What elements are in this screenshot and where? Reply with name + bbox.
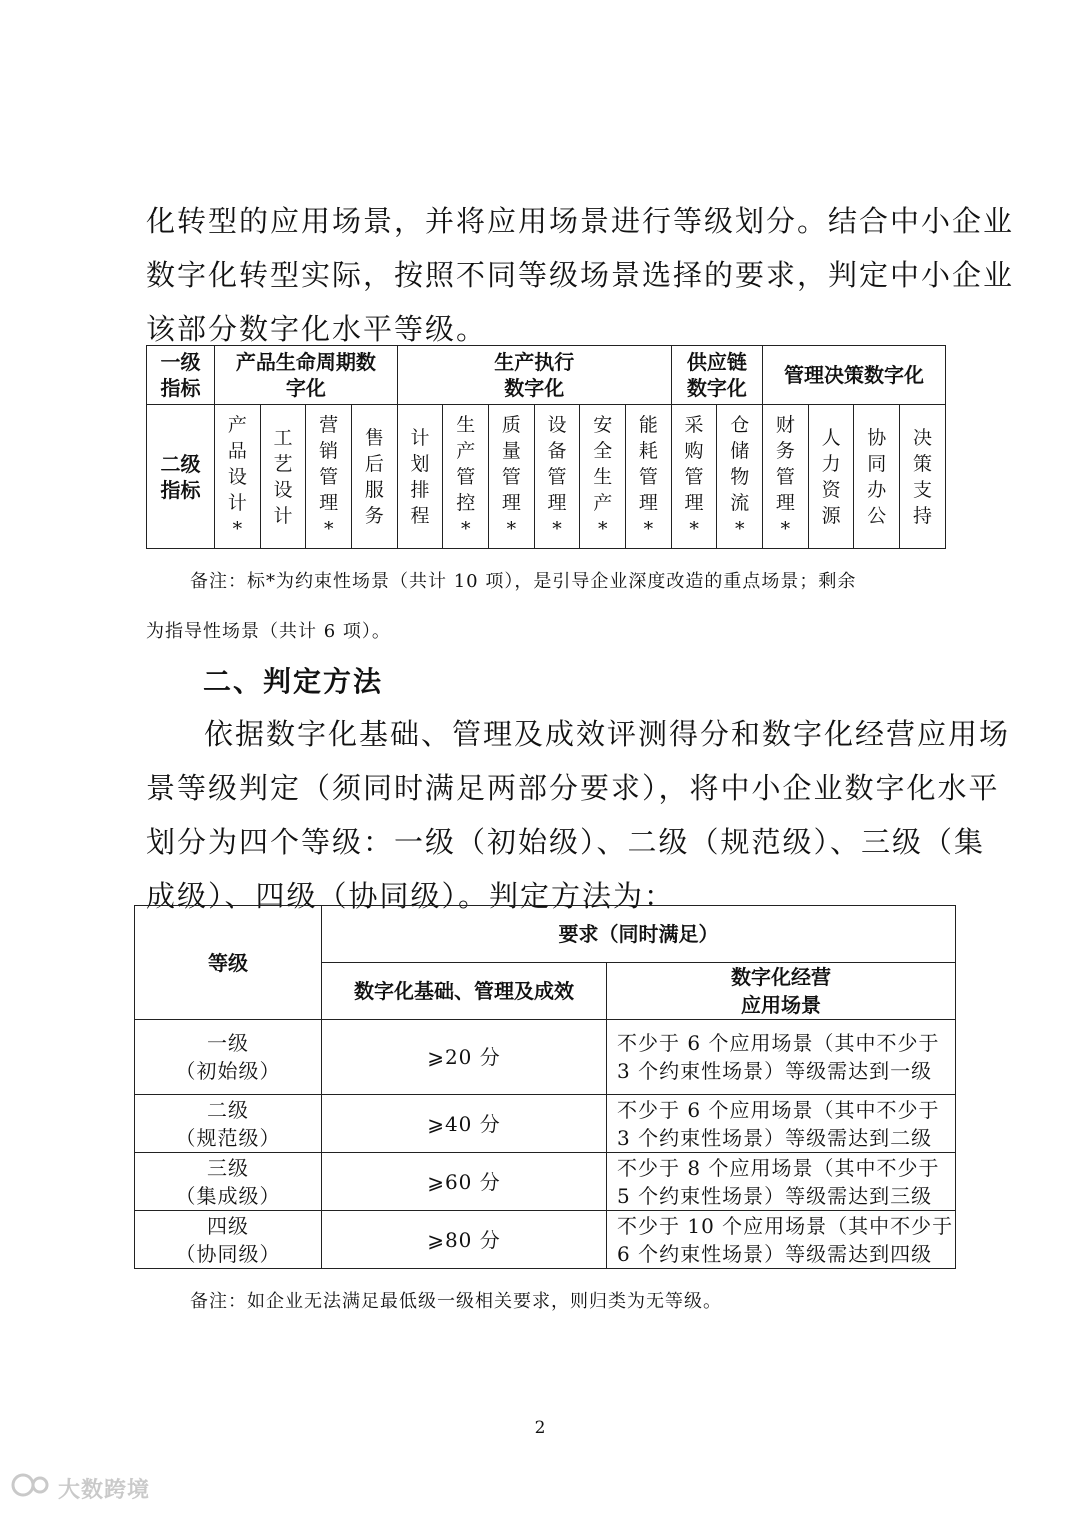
level2-cell xyxy=(352,405,398,549)
page-number: 2 xyxy=(534,1418,546,1438)
intro-paragraph xyxy=(146,194,1015,356)
level2-cell xyxy=(626,405,672,549)
grade-cell xyxy=(135,1211,322,1269)
scene-cell xyxy=(607,1020,956,1095)
scene-text: 3 个约束性场景）等级需达到二级 xyxy=(617,1125,933,1150)
level2-cell xyxy=(854,405,900,549)
score-cell xyxy=(322,1211,607,1269)
level2-row xyxy=(147,405,946,549)
method-line: 景等级判定（须同时满足两部分要求），将中小企业数字化水平 xyxy=(146,771,1000,805)
level2-label: 设备管理* xyxy=(547,413,567,540)
level2-header-cell xyxy=(147,405,215,549)
level1-row xyxy=(147,346,946,405)
grade-label: 一级 xyxy=(207,1031,249,1055)
intro-line: 该部分数字化水平等级。 xyxy=(146,312,488,346)
level2-label: 产品设计* xyxy=(227,413,247,540)
level1-cell xyxy=(397,346,671,405)
note-line: 备注：如企业无法满足最低级一级相关要求，则归类为无等级。 xyxy=(190,1291,722,1312)
scene-text: 不少于 8 个应用场景（其中不少于 xyxy=(617,1155,940,1180)
level2-label: 计划排程 xyxy=(410,426,430,527)
level2-cell xyxy=(260,405,306,549)
level2-cell xyxy=(534,405,580,549)
score-label: ⩾40 分 xyxy=(427,1111,501,1136)
scene-text: 不少于 6 个应用场景（其中不少于 xyxy=(617,1031,940,1055)
level2-label: 仓储物流* xyxy=(730,413,750,540)
grade-cell xyxy=(135,1095,322,1153)
grade-sub-label: （规范级） xyxy=(175,1125,281,1150)
level2-label: 能耗管理* xyxy=(638,413,658,540)
intro-line: 数字化转型实际，按照不同等级场景选择的要求，判定中小企业 xyxy=(146,258,1015,292)
level2-label: 采购管理* xyxy=(684,413,704,540)
basic-score-header-label: 数字化基础、管理及成效 xyxy=(354,979,574,1003)
level1-cell xyxy=(215,346,398,405)
grade-cell xyxy=(135,1153,322,1211)
watermark xyxy=(10,1472,150,1504)
level2-label: 人力资源 xyxy=(821,426,841,527)
method-line: 依据数字化基础、管理及成效评测得分和数字化经营应用场 xyxy=(204,717,1011,751)
level1-header-label: 一级指标 xyxy=(160,350,201,400)
scene-text: 不少于 10 个应用场景（其中不少于 xyxy=(617,1213,954,1238)
level1-label: 供应链数字化 xyxy=(686,350,747,400)
grading-row xyxy=(135,1020,956,1095)
table2-note xyxy=(146,1277,946,1327)
level2-cell xyxy=(443,405,489,549)
grade-label: 三级 xyxy=(207,1155,249,1180)
score-label: ⩾80 分 xyxy=(427,1227,501,1252)
level2-header-label: 二级指标 xyxy=(160,451,201,502)
grading-table xyxy=(134,905,956,1269)
level2-cell xyxy=(763,405,809,549)
intro-line: 化转型的应用场景，并将应用场景进行等级划分。结合中小企业 xyxy=(146,204,1015,238)
level2-label: 营销管理* xyxy=(319,413,339,540)
scene-text: 5 个约束性场景）等级需达到三级 xyxy=(617,1183,933,1208)
basic-score-header-cell xyxy=(322,963,607,1020)
level2-label: 财务管理* xyxy=(775,413,795,540)
level1-label: 生产执行数字化 xyxy=(494,350,575,400)
score-cell xyxy=(322,1153,607,1211)
grading-row xyxy=(135,1211,956,1269)
scene-header-cell xyxy=(607,963,956,1020)
level1-label: 产品生命周期数字化 xyxy=(235,350,376,400)
level2-label: 售后服务 xyxy=(364,426,384,527)
level2-label: 安全生产* xyxy=(593,413,613,540)
level2-cell xyxy=(215,405,261,549)
grade-cell xyxy=(135,1020,322,1095)
score-cell xyxy=(322,1095,607,1153)
grade-sub-label: （初始级） xyxy=(175,1059,281,1083)
level2-cell xyxy=(900,405,946,549)
grade-header-cell xyxy=(135,906,322,1020)
level1-cell xyxy=(763,346,946,405)
grade-sub-label: （协同级） xyxy=(175,1241,281,1266)
method-paragraph xyxy=(146,707,1011,923)
level2-label: 工艺设计 xyxy=(273,426,293,527)
requirement-header-cell xyxy=(322,906,956,963)
scene-text: 3 个约束性场景）等级需达到一级 xyxy=(617,1059,933,1083)
table1-note xyxy=(146,557,946,657)
level2-cell xyxy=(671,405,717,549)
section-heading: 二、判定方法 xyxy=(203,665,384,698)
grade-label: 四级 xyxy=(207,1213,249,1238)
level2-cell xyxy=(306,405,352,549)
grading-row xyxy=(135,1153,956,1211)
scene-header-label: 数字化经营 xyxy=(731,965,831,989)
level2-cell xyxy=(397,405,443,549)
level2-cell xyxy=(489,405,535,549)
score-cell xyxy=(322,1020,607,1095)
scene-text: 不少于 6 个应用场景（其中不少于 xyxy=(617,1097,940,1122)
method-line: 成级）、四级（协同级）。判定方法为： xyxy=(146,879,676,913)
grade-sub-label: （集成级） xyxy=(175,1183,281,1208)
score-label: ⩾60 分 xyxy=(427,1169,501,1194)
note-line: 备注：标*为约束性场景（共计 10 项），是引导企业深度改造的重点场景；剩余 xyxy=(190,571,857,592)
scene-header-label: 应用场景 xyxy=(741,993,821,1017)
level2-cell xyxy=(717,405,763,549)
level1-header-cell xyxy=(147,346,215,405)
grading-row xyxy=(135,1095,956,1153)
level2-label: 决策支持 xyxy=(913,426,933,527)
requirement-header-label: 要求（同时满足） xyxy=(558,922,719,946)
grade-label: 二级 xyxy=(207,1097,249,1122)
scene-cell xyxy=(607,1095,956,1153)
scene-cell xyxy=(607,1153,956,1211)
scene-text: 6 个约束性场景）等级需达到四级 xyxy=(617,1241,933,1266)
grade-header-label: 等级 xyxy=(208,950,248,975)
scene-cell xyxy=(607,1211,956,1269)
level2-label: 生产管控* xyxy=(456,413,476,540)
level2-cell xyxy=(580,405,626,549)
watermark-text: 大数跨境 xyxy=(58,1477,151,1503)
level2-label: 质量管理* xyxy=(501,413,521,540)
level2-cell xyxy=(808,405,854,549)
indicator-table xyxy=(146,345,946,549)
level2-label: 协同办公 xyxy=(867,426,887,527)
method-line: 划分为四个等级：一级（初始级）、二级（规范级）、三级（集 xyxy=(146,825,986,859)
watermark-logo-icon xyxy=(10,1472,52,1504)
score-label: ⩾20 分 xyxy=(427,1045,501,1069)
note-line: 为指导性场景（共计 6 项）。 xyxy=(146,621,391,642)
level1-cell xyxy=(671,346,762,405)
level1-label: 管理决策数字化 xyxy=(784,363,925,387)
grading-header-row xyxy=(135,906,956,963)
